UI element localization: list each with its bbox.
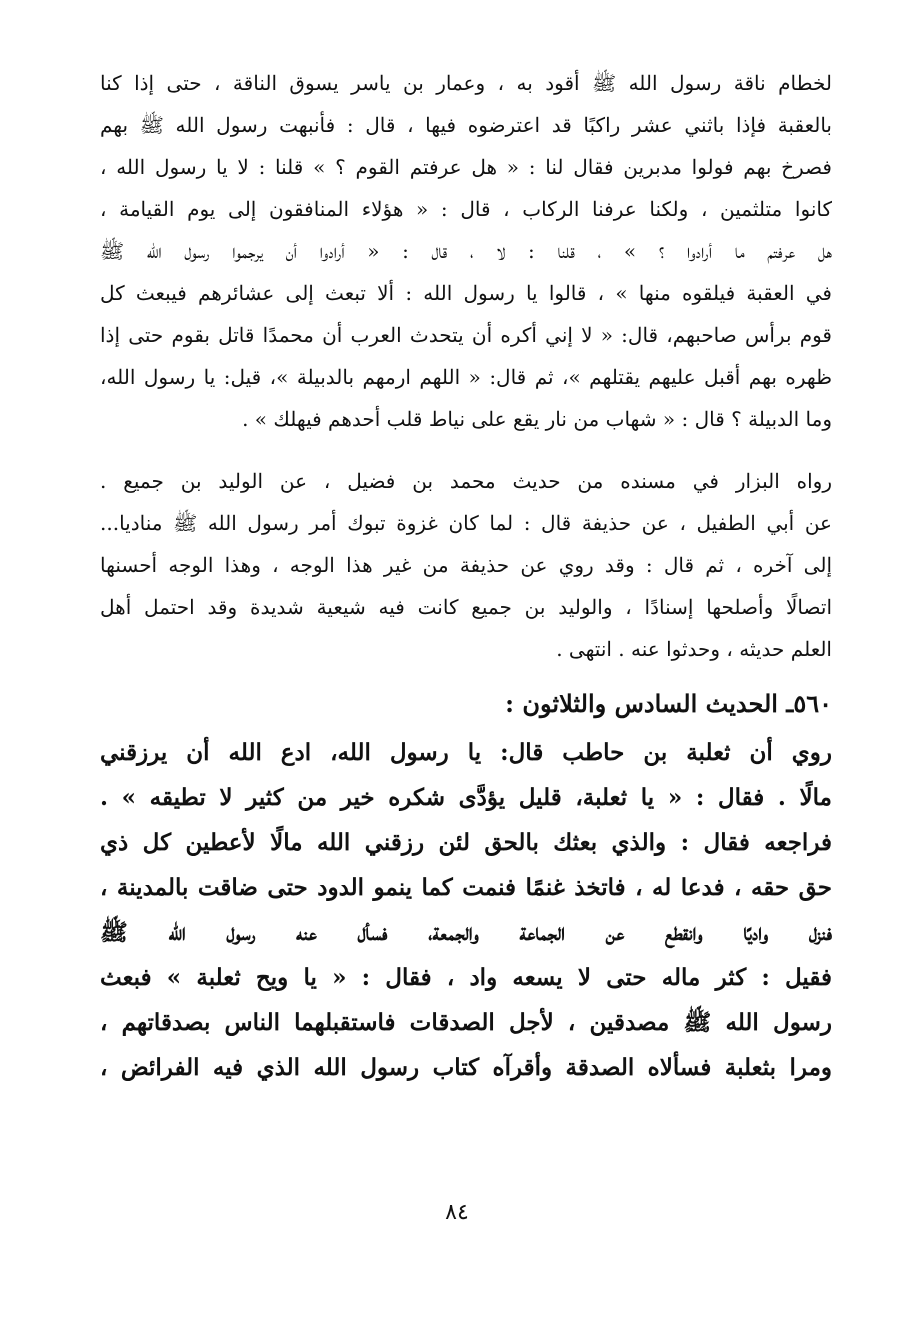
text-line: لخطام ناقة رسول الله ﷺ أقود به ، وعمار بن ياسر يسوق الناقة ، حتى إذا كنا	[100, 71, 832, 95]
text-line: رواه البزار في مسنده من حديث محمد بن فضيل ، عن الوليد بن جميع .	[100, 469, 832, 493]
text-line: ظهره بهم أقبل عليهم يقتلهم »، ثم قال: « اللهم ارمهم بالدبيلة »، قيل: يا رسول الله،	[100, 365, 832, 389]
text-line: وما الدبيلة ؟ قال : « شهاب من نار يقع على نياط قلب أحدهم فيهلك » .	[242, 407, 832, 431]
text-line: في العقبة فيلقوه منها » ، قالوا يا رسول الله : ألا تبعث إلى عشائرهم فيبعث كل	[100, 281, 832, 305]
text-line: اتصالًا وأصلحها إسنادًا ، والوليد بن جميع كانت فيه شيعية شديدة وقد احتمل أهل	[100, 595, 832, 619]
page-number: ٨٤	[445, 1200, 469, 1225]
text-line: قوم برأس صاحبهم، قال: « لا إني أكره أن يتحدث العرب أن محمدًا قاتل بقوم حتى إذا	[100, 323, 832, 347]
text-line: حق حقه ، فدعا له ، فاتخذ غنمًا فنمت كما ينمو الدود حتى ضاقت بالمدينة ،	[100, 874, 832, 901]
text-line: هل عرفتم ما أرادوا ؟ » ، قلنا : لا ، قال : « أرادوا أن يرجموا رسول الله ﷺ	[100, 239, 832, 263]
text-line: مالًا . فقال : « يا ثعلبة، قليل يؤدَّى شكره خير من كثير لا تطيقه » .	[100, 784, 832, 811]
text-line: فصرخ بهم فولوا مدبرين فقال لنا : « هل عرفتم القوم ؟ » قلنا : لا يا رسول الله ،	[100, 155, 832, 179]
text-line: كانوا متلثمين ، ولكنا عرفنا الركاب ، قال : « هؤلاء المنافقون إلى يوم القيامة ،	[100, 197, 832, 221]
text-line: عن أبي الطفيل ، عن حذيفة قال : لما كان غزوة تبوك أمر رسول الله ﷺ مناديا...	[100, 511, 832, 535]
page-body	[100, 62, 832, 1090]
text-line: روي أن ثعلبة بن حاطب قال: يا رسول الله، ادع الله أن يرزقني	[100, 739, 832, 766]
text-line: بالعقبة فإذا باثني عشر راكبًا قد اعترضوه فيها ، قال : فأنبهت رسول الله ﷺ بهم	[100, 113, 832, 137]
text-line: رسول الله ﷺ مصدقين ، لأجل الصدقات فاستقبلهما الناس بصدقاتهم ،	[100, 1009, 832, 1036]
text-line: فنزل واديًا وانقطع عن الجماعة والجمعة، فسأل عنه رسول الله ﷺ	[100, 919, 832, 946]
text-line: العلم حديثه ، وحدثوا عنه . انتهى .	[556, 637, 832, 661]
narration-paragraph	[100, 460, 832, 670]
text-line: فراجعه فقال : والذي بعثك بالحق لئن رزقني الله مالًا لأعطين كل ذي	[100, 829, 832, 856]
text-line: فقيل : كثر ماله حتى لا يسعه واد ، فقال : « يا ويح ثعلبة » فبعث	[100, 964, 832, 991]
text-line: إلى آخره ، ثم قال : وقد روي عن حذيفة من غير هذا الوجه ، وهذا الوجه أحسنها	[100, 553, 832, 577]
hadith-paragraph	[100, 730, 832, 1090]
text-line: ومرا بثعلبة فسألاه الصدقة وأقرآه كتاب رسول الله الذي فيه الفرائض ،	[100, 1054, 832, 1081]
intro-paragraph	[100, 62, 832, 440]
hadith-heading: ٥٦٠ـ الحديث السادس والثلاثون :	[505, 689, 832, 718]
